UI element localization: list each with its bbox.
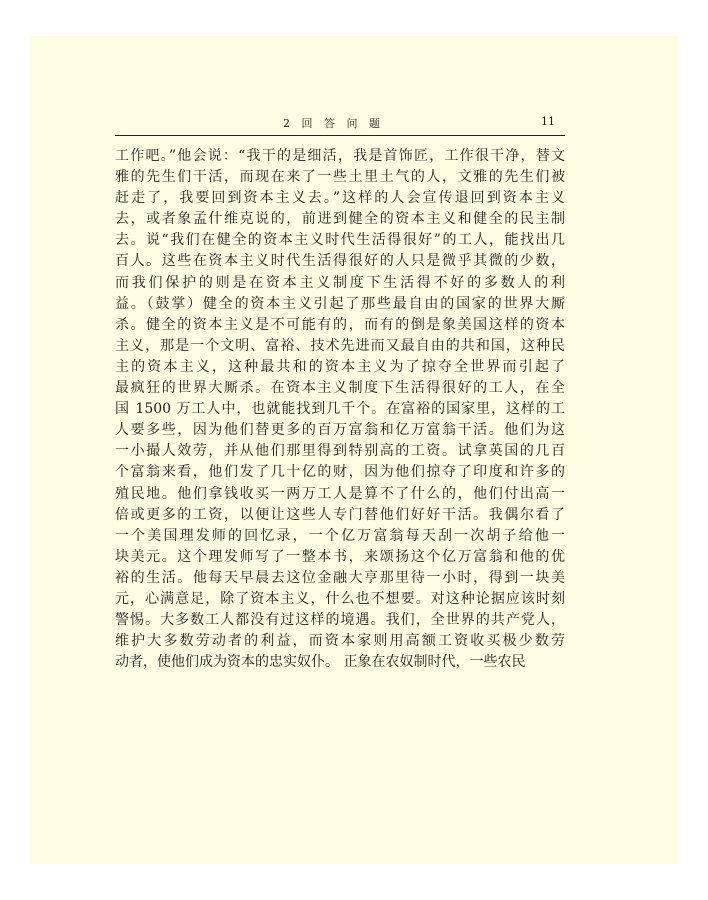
text-line: 殖民地。他们拿钱收买一两万工人是算不了什么的，他们付出高一 <box>115 485 565 502</box>
text-line: 杀。健全的资本主义是不可能有的，而有的倒是象美国这样的资本 <box>115 316 565 333</box>
text-line: 工作吧。”他会说：“我干的是细活，我是首饰匠，工作很干净，替文 <box>115 148 565 164</box>
text-line: 去，或者象孟什维克说的，前进到健全的资本主义和健全的民主制 <box>115 211 565 228</box>
text-line: 倍或更多的工资，以便让这些人专门替他们好好干活。我偶尔看了 <box>115 506 565 523</box>
text-line: 主义，那是一个文明、富裕、技术先进而又最自由的共和国，这种民 <box>115 337 565 354</box>
text-line: 最疯狂的世界大厮杀。在资本主义制度下生活得很好的工人，在全 <box>115 380 565 397</box>
chapter-title: 2 回 答 问 题 <box>283 117 384 130</box>
text-line: 益。（鼓掌）健全的资本主义引起了那些最自由的国家的世界大厮 <box>115 295 565 312</box>
text-line: 百人。这些在资本主义时代生活得很好的人只是微乎其微的少数， <box>115 253 565 270</box>
running-header <box>115 113 565 136</box>
text-line: 个富翁来看，他们发了几十亿的财，因为他们掠夺了印度和许多的 <box>115 464 565 481</box>
text-line: 块美元。这个理发师写了一整本书，来颂扬这个亿万富翁和他的优 <box>115 548 565 565</box>
text-line: 元，心满意足，除了资本主义，什么也不想要。对这种论据应该时刻 <box>115 590 565 607</box>
text-line: 国 1500 万工人中，也就能找到几千个。在富裕的国家里，这样的工 <box>115 401 565 418</box>
text-line: 雅的先生们干活，而现在来了一些土里土气的人，文雅的先生们被 <box>115 169 565 186</box>
text-line: 动者，使他们成为资本的忠实奴仆。 正象在农奴制时代，一些农民 <box>115 654 526 671</box>
text-line: 裕的生活。他每天早晨去这位金融大亨那里待一小时，得到一块美 <box>115 569 565 586</box>
text-line: 人要多些，因为他们替更多的百万富翁和亿万富翁干活。他们为这 <box>115 422 565 439</box>
text-line: 一小撮人效劳，并从他们那里得到特别高的工资。试拿英国的几百 <box>115 443 565 460</box>
body-text <box>115 146 565 673</box>
text-line: 赶走了，我要回到资本主义去。”这样的人会宣传退回到资本主义 <box>115 190 565 207</box>
text-line: 警惕。大多数工人都没有过这样的境遇。我们，全世界的共产党人， <box>115 612 565 629</box>
text-line: 维护大多数劳动者的利益，而资本家则用高额工资收买极少数劳 <box>115 633 565 650</box>
text-line: 一个美国理发师的回忆录，一个亿万富翁每天刮一次胡子给他一 <box>115 527 565 544</box>
text-line: 主的资本主义，这种最共和的资本主义为了掠夺全世界而引起了 <box>115 358 565 375</box>
text-line: 去。说“我们在健全的资本主义时代生活得很好”的工人，能找出几 <box>115 232 565 249</box>
page-number: 11 <box>541 115 555 128</box>
text-line: 而我们保护的则是在资本主义制度下生活得不好的多数人的利 <box>115 274 565 291</box>
